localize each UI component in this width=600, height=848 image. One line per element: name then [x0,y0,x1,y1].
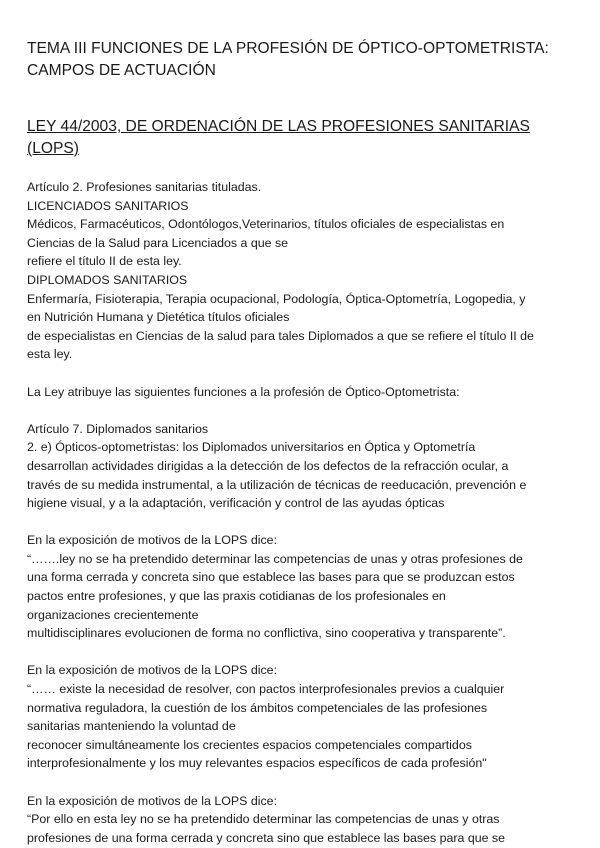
quote-block-1 [27,531,575,643]
text-line: 2. e) Ópticos-optometristas: los Diplomados universitarios en Óptica y Optometría [27,440,476,455]
text-line: en Nutrición Humana y Dietética títulos oficiales [27,310,290,325]
law-line: (LOPS) [27,140,79,157]
text-line: “Por ello en esta ley no se ha pretendido determinar las competencias de unas y otras [27,812,500,827]
text-line: través de su medida instrumental, a la utilización de técnicas de reeducación, prevención e [27,477,527,492]
text-line: profesiones de una forma cerrada y concreta sino que establece las bases para que se [27,830,506,845]
quote-intro: En la exposición de motivos de la LOPS dice: [27,663,278,678]
title-line: TEMA III FUNCIONES DE LA PROFESIÓN DE ÓPTICO-OPTOMETRISTA: [27,40,549,57]
text-line: Enfermaría, Fisioterapia, Terapia ocupacional, Podología, Óptica-Optometría, Logopedia, y [27,291,526,306]
text-line: esta ley. [27,347,73,362]
text-line: interprofesionalmente y los muy relevantes espacios específicos de cada profesión" [27,756,487,771]
article-heading: Artículo 2. Profesiones sanitarias tituladas. [27,180,262,194]
article-7 [27,420,575,513]
text-line: reconocer simultáneamente los crecientes espacios competenciales compartidos [27,737,472,752]
article-2 [27,178,575,364]
text-line: higiene visual, y a la adaptación, verificación y control de las ayudas ópticas [27,496,445,511]
text-line: sanitarias manteniendo la voluntad de [27,719,236,734]
title-line: CAMPOS DE ACTUACIÓN [27,62,216,79]
text-line: La Ley atribuye las siguientes funciones a la profesión de Óptico-Optometrista: [27,384,460,399]
article-heading: Artículo 7. Diplomados sanitarios [27,421,209,436]
document-title [27,38,575,82]
law-heading [27,116,575,160]
intro-paragraph [27,383,575,402]
category-heading: DIPLOMADOS SANITARIOS [27,272,188,287]
quote-intro: En la exposición de motivos de la LOPS dice: [27,533,278,548]
text-line: de especialistas en Ciencias de la salud para tales Diplomados a que se refiere el título II de [27,328,534,343]
text-line: “…… existe la necesidad de resolver, con pactos interprofesionales previos a cualquier [27,682,505,697]
quote-block-2 [27,661,575,773]
law-line: LEY 44/2003, DE ORDENACIÓN DE LAS PROFESIONES SANITARIAS [27,118,530,135]
text-line: Ciencias de la Salud para Licenciados a que se [27,235,289,250]
text-line: pactos entre profesiones, y que las praxis cotidianas de los profesionales en [27,589,446,604]
text-line: “…….ley no se ha pretendido determinar las competencias de unas y otras profesiones de [27,551,523,566]
text-line: organizaciones crecientemente [27,607,199,622]
text-line: normativa reguladora, la cuestión de los ámbitos competenciales de las profesiones [27,700,488,715]
text-line: refiere el título II de esta ley. [27,254,182,269]
category-heading: LICENCIADOS SANITARIOS [27,198,189,213]
text-line: una forma cerrada y concreta sino que establece las bases para que se produzcan estos [27,570,515,585]
quote-block-3 [27,792,575,848]
document-page [27,38,575,847]
text-line: multidisciplinares evolucionen de forma no conflictiva, sino cooperativa y transparente”. [27,626,506,641]
text-line: Médicos, Farmacéuticos, Odontólogos,Veterinarios, títulos oficiales de especialistas en [27,217,505,232]
text-line: desarrollan actividades dirigidas a la detección de los defectos de la refracción ocular, a [27,458,509,473]
quote-intro: En la exposición de motivos de la LOPS dice: [27,793,278,808]
